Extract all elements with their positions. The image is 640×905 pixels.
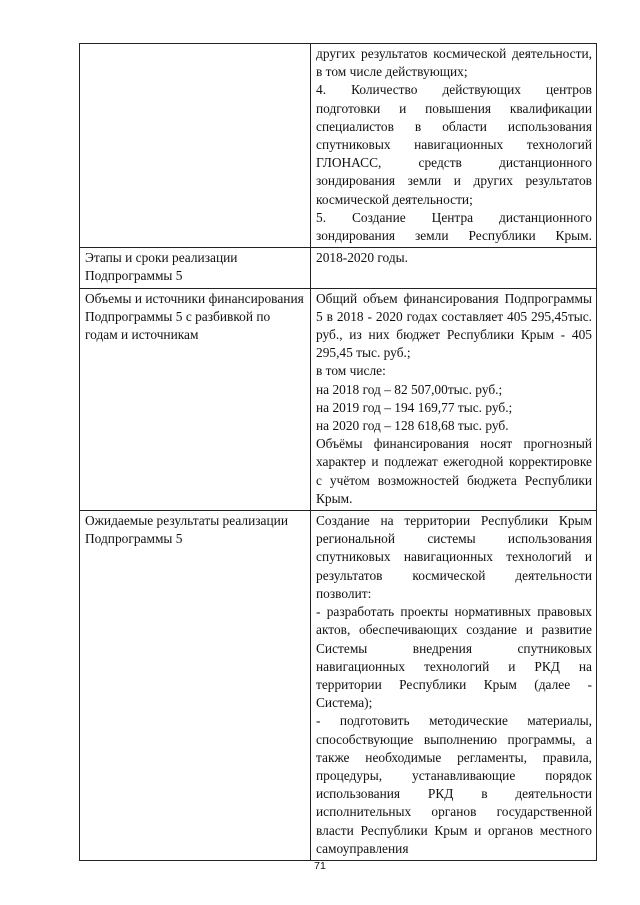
page-number: 71 [314,860,326,872]
paragraph: других результатов космической деятельности, в том числе действующих; [316,46,592,80]
row-content [311,44,597,248]
paragraph: 2018-2020 годы. [316,250,408,266]
passport-table [79,43,597,861]
paragraph: 4. Количество действующих центров подготовки и повышения квалификации специалистов в области использования спутниковых навигационных технологий ГЛОНАСС, средств дистанционного зондирования земли и других результатов космической деятельности; [316,82,592,207]
paragraph: Объёмы финансирования носят прогнозный характер и подлежат ежегодной корректировке с учётом возможностей бюджета Республики Крым. [316,436,592,506]
row-content [311,288,597,510]
row-label [80,44,311,248]
paragraph: - подготовить методические материалы, способствующие выполнению программы, а также необходимые регламенты, правила, процедуры, устанавливающие порядок использования РКД в деятельности исполнительных органов государственной власти Республики Крым и органов местного самоуправления [316,713,592,856]
paragraph: в том числе: [316,363,386,379]
table-row [80,511,597,861]
row-label: Объемы и источники финансирования Подпрограммы 5 с разбивкой по годам и источникам [80,288,311,510]
row-label: Этапы и сроки реализации Подпрограммы 5 [80,248,311,288]
table-row [80,248,597,288]
paragraph: - разработать проекты нормативных правовых актов, обеспечивающих создание и развитие Системы внедрения спутниковых навигационных технологий и РКД на территории Республики Крым (далее - Система); [316,604,592,711]
paragraph: на 2018 год – 82 507,00тыс. руб.; [316,381,503,397]
paragraph: на 2019 год – 194 169,77 тыс. руб.; [316,399,513,415]
row-content [311,248,597,288]
paragraph: 5. Создание Центра дистанционного зондирования земли Республики Крым. [316,209,592,244]
table-row [80,288,597,510]
row-content [311,511,597,861]
paragraph: Общий объем финансирования Подпрограммы 5 в 2018 - 2020 годах составляет 405 295,45тыс. руб., из них бюджет Республики Крым - 405 295,45 тыс. руб.; [316,290,592,361]
row-label: Ожидаемые результаты реализации Подпрограммы 5 [80,511,311,861]
paragraph: Создание на территории Республики Крым региональной системы использования спутниковых навигационных технологий и результатов космической деятельности позволит: [316,513,592,601]
paragraph: на 2020 год – 128 618,68 тыс. руб. [316,418,509,434]
table-row [80,44,597,248]
